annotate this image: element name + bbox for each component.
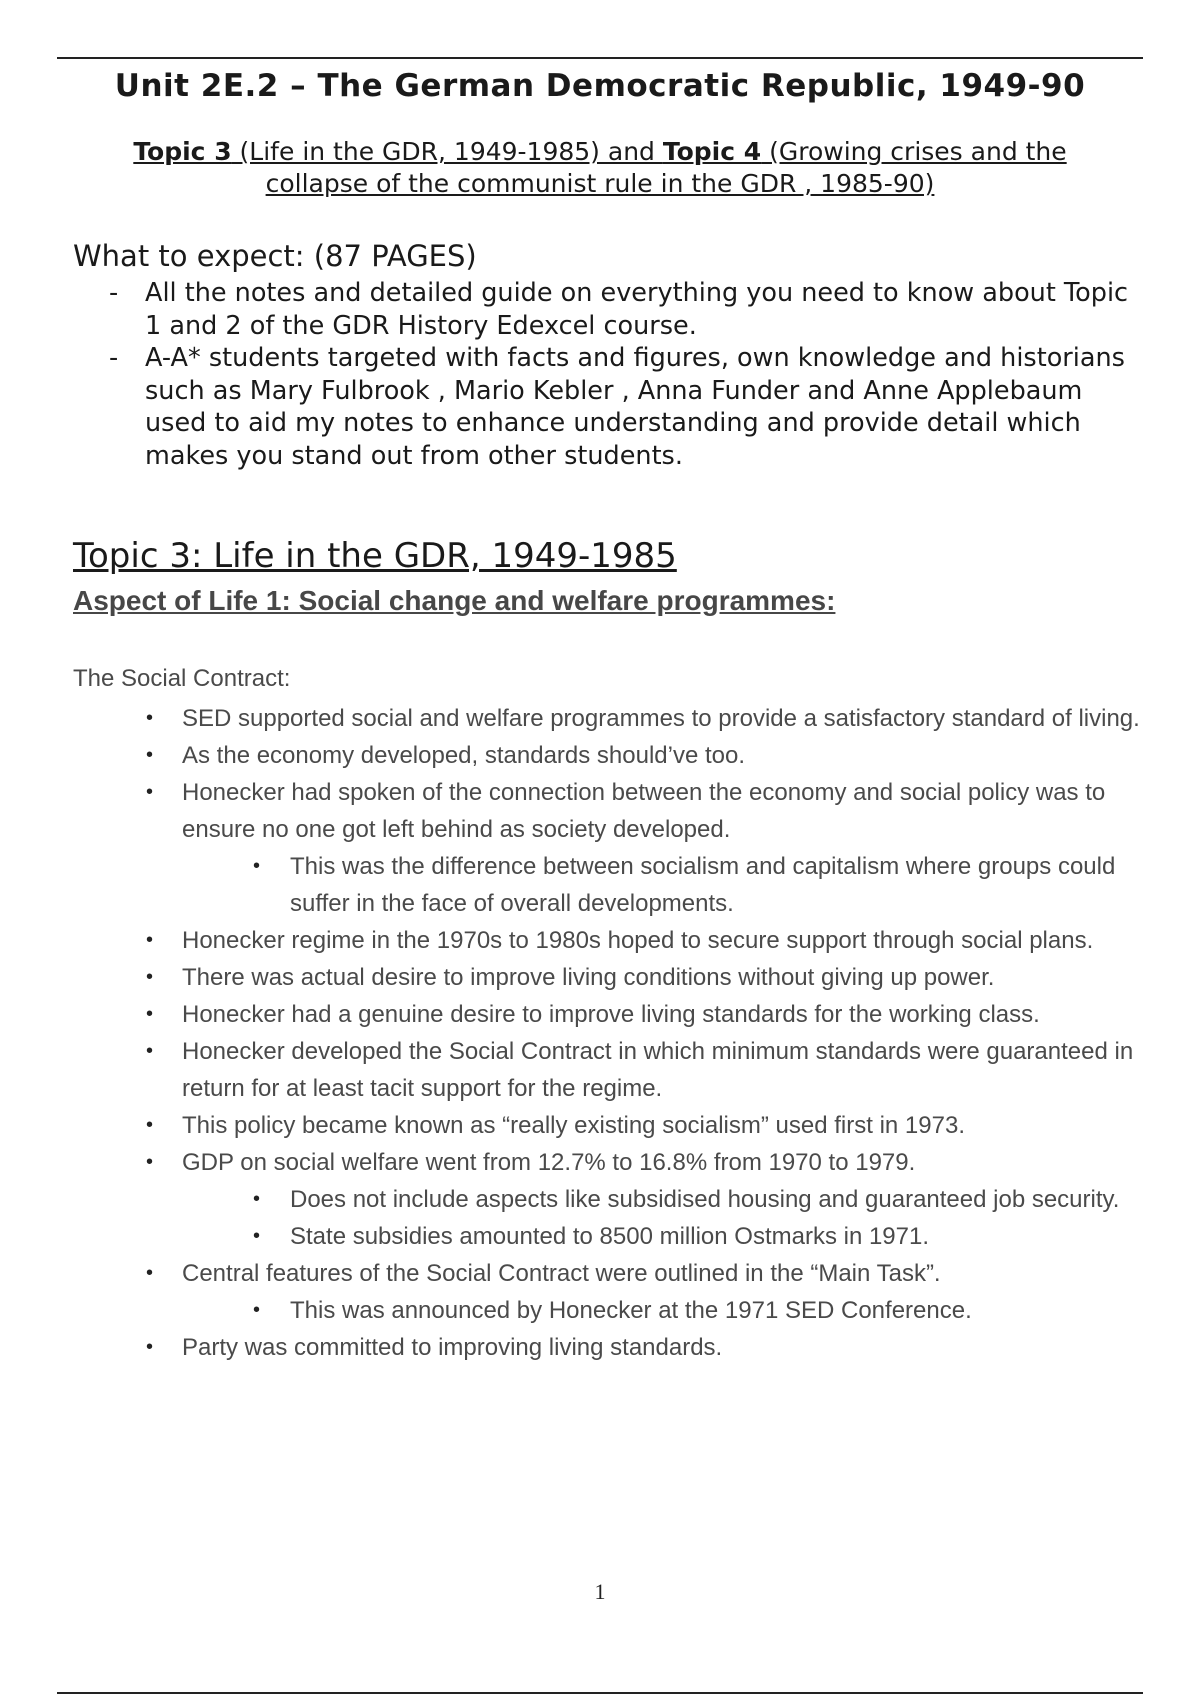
list-item-text: There was actual desire to improve living conditions without giving up power.	[182, 964, 995, 991]
list-item-text: A-A* students targeted with facts and figures, own knowledge and historians such as Mary Fulbrook , Mario Kebler , Anna Funder and Anne Applebaum used to aid my notes to enhance understanding and provide detail which makes you stand out from other students.	[145, 343, 1125, 471]
list-item-text: Central features of the Social Contract were outlined in the “Main Task”.	[182, 1260, 941, 1287]
list-item	[73, 996, 1143, 1033]
list-item	[73, 1033, 1143, 1107]
list-item-text: Party was committed to improving living standards.	[182, 1334, 723, 1361]
list-item-text: Honecker had spoken of the connection between the economy and social policy was to ensure no one got left behind as society developed.	[182, 779, 1106, 843]
bullet-icon: •	[253, 855, 261, 877]
list-item	[73, 1144, 1143, 1181]
dash-bullet-icon: -	[109, 278, 119, 308]
document-subtitle	[80, 136, 1120, 200]
sub-list-item	[73, 1292, 1143, 1329]
topic4-description: (Growing crises and the collapse of the communist rule in the GDR , 1985-90)	[265, 137, 1067, 198]
list-item-text: As the economy developed, standards should’ve too.	[182, 742, 746, 769]
document-title: Unit 2E.2 – The German Democratic Republic, 1949-90	[114, 68, 1086, 104]
list-item	[73, 774, 1143, 848]
bullet-icon: •	[146, 1336, 154, 1358]
sub-list-item	[73, 1218, 1143, 1255]
bullet-icon: •	[253, 1188, 261, 1210]
list-item-text: All the notes and detailed guide on everything you need to know about Topic 1 and 2 of the GDR History Edexcel course.	[145, 278, 1129, 341]
expect-heading: What to expect: (87 PAGES)	[73, 239, 477, 273]
dash-bullet-icon: -	[109, 343, 119, 373]
list-item	[73, 277, 1133, 342]
bullet-icon: •	[146, 929, 154, 951]
bullet-icon: •	[146, 966, 154, 988]
list-item-text: Does not include aspects like subsidised housing and guaranteed job security.	[290, 1186, 1120, 1213]
list-item	[73, 342, 1133, 472]
list-item-text: Honecker had a genuine desire to improve living standards for the working class.	[182, 1001, 1040, 1028]
section-label: The Social Contract:	[73, 665, 291, 692]
page-number: 1	[594, 1579, 606, 1604]
top-rule	[57, 57, 1143, 59]
aspect-heading: Aspect of Life 1: Social change and welfare programmes:	[73, 585, 836, 616]
list-item	[73, 1329, 1143, 1366]
bullet-icon: •	[146, 1114, 154, 1136]
list-item-text: Honecker developed the Social Contract in which minimum standards were guaranteed in return for at least tacit support for the regime.	[182, 1038, 1134, 1102]
bullet-icon: •	[253, 1299, 261, 1321]
list-item	[73, 922, 1143, 959]
topic-heading: Topic 3: Life in the GDR, 1949-1985	[73, 536, 677, 576]
list-item-text: GDP on social welfare went from 12.7% to 16.8% from 1970 to 1979.	[182, 1149, 916, 1176]
bottom-rule	[57, 1692, 1143, 1694]
sub-list-item	[73, 1181, 1143, 1218]
list-item-text: SED supported social and welfare programmes to provide a satisfactory standard of living.	[182, 705, 1140, 732]
expect-list	[73, 277, 1133, 472]
bullet-icon: •	[253, 1225, 261, 1247]
topic4-label: Topic 4	[662, 137, 762, 166]
list-item-text: State subsidies amounted to 8500 million Ostmarks in 1971.	[290, 1223, 930, 1250]
bullet-icon: •	[146, 1262, 154, 1284]
list-item-text: This was the difference between socialism and capitalism where groups could suffer in the face of overall developments.	[290, 853, 1116, 917]
sub-list-item	[73, 848, 1143, 922]
bullet-icon: •	[146, 744, 154, 766]
list-item	[73, 1255, 1143, 1292]
list-item	[73, 700, 1143, 737]
topic3-description: (Life in the GDR, 1949-1985) and	[231, 137, 663, 166]
list-item	[73, 1107, 1143, 1144]
bullet-icon: •	[146, 781, 154, 803]
bullet-icon: •	[146, 707, 154, 729]
bullet-icon: •	[146, 1040, 154, 1062]
list-item-text: This policy became known as “really existing socialism” used first in 1973.	[182, 1112, 965, 1139]
list-item-text: This was announced by Honecker at the 1971 SED Conference.	[290, 1297, 972, 1324]
bullet-icon: •	[146, 1003, 154, 1025]
topic3-label: Topic 3	[133, 137, 232, 166]
list-item-text: Honecker regime in the 1970s to 1980s hoped to secure support through social plans.	[182, 927, 1094, 954]
list-item	[73, 959, 1143, 996]
social-contract-list	[73, 700, 1143, 1366]
bullet-icon: •	[146, 1151, 154, 1173]
list-item	[73, 737, 1143, 774]
